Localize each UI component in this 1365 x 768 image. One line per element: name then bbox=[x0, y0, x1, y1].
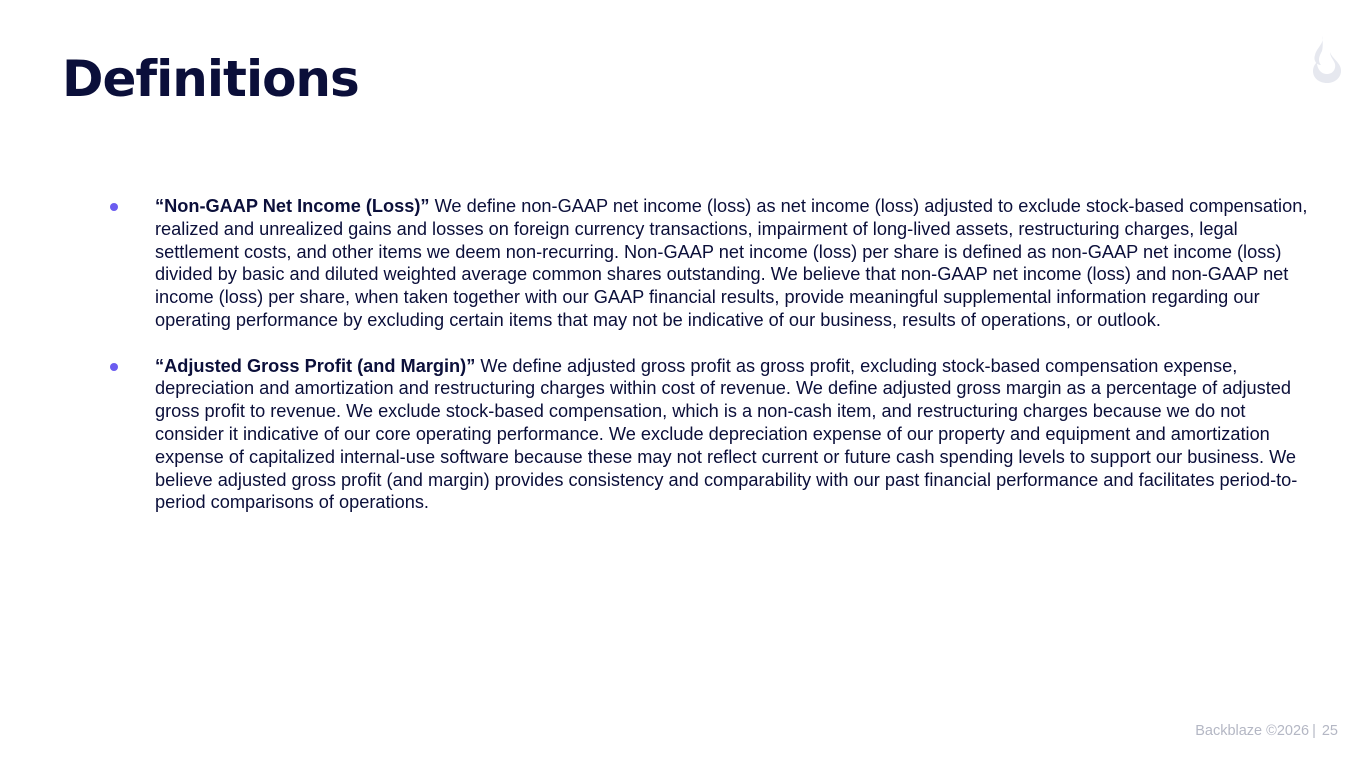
page-title: Definitions bbox=[62, 50, 359, 108]
definition-text: We define non-GAAP net income (loss) as net income (loss) adjusted to exclude stock-based compensation, realized and unrealized gains and losses on foreign currency transactions, impairment of long-lived assets, restructuring charges, legal settlement costs, and other items we deem non-recurring. Non-GAAP net income (loss) per share is defined as non-GAAP net income (loss) divided by basic and diluted weighted average common shares outstanding. We believe that non-GAAP net income (loss) and non-GAAP net income (loss) per share, when taken together with our GAAP financial results, provide meaningful supplemental information regarding our operating performance by excluding certain items that may not be indicative of our business, results of operations, or outlook. bbox=[155, 196, 1308, 330]
definition-term: “Adjusted Gross Profit (and Margin)” bbox=[155, 355, 476, 376]
copyright-text: Backblaze ©2026 bbox=[1195, 723, 1310, 739]
definition-text: We define adjusted gross profit as gross profit, excluding stock-based compensation expense, depreciation and amortization and restructuring charges within cost of revenue. We define adjusted gross margin as a percentage of adjusted gross profit to revenue. We exclude stock-based compensation, which is a non-cash item, and restructuring charges because we do not consider it indicative of our core operating performance. We exclude depreciation expense of our property and equipment and amortization expense of capitalized internal-use software because these may not reflect current or future cash spending levels to support our business. We believe adjusted gross profit (and margin) provides consistency and comparability with our past financial performance and facilitates period-to-period comparisons of operations. bbox=[155, 355, 1298, 513]
bullet-dot bbox=[110, 203, 118, 211]
page-number: 25 bbox=[1321, 723, 1338, 739]
footer bbox=[1195, 723, 1338, 739]
definition-adjusted-gross-profit bbox=[110, 355, 1315, 515]
bullet-dot bbox=[110, 363, 118, 371]
flame-icon bbox=[1308, 34, 1344, 86]
definition-term: “Non-GAAP Net Income (Loss)” bbox=[155, 196, 430, 216]
footer-separator: | bbox=[1312, 723, 1316, 739]
definition-non-gaap-net-income bbox=[110, 195, 1315, 332]
definitions-list bbox=[110, 195, 1315, 537]
